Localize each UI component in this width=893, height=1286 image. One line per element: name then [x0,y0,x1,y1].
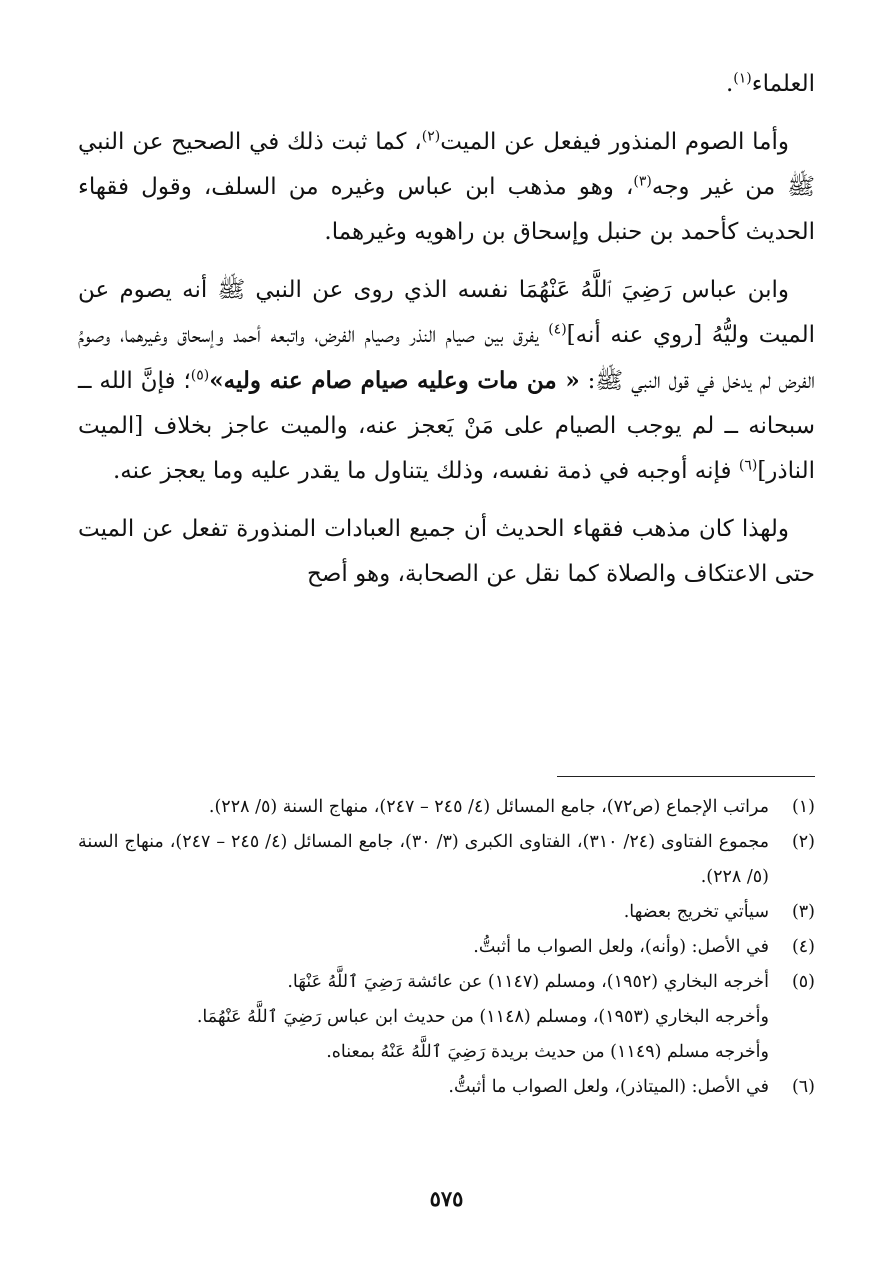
footnote-number: (١) [791,797,815,817]
footnote-5 [78,965,815,1000]
text-run: ، وهو مذهب ابن عباس وغيره من السلف، وقول فقهاء الحديث كأحمد بن حنبل وإسحاق بن راهويه وغيرهما. [78,174,815,245]
text-run: ، كما ثبت ذلك في الصحيح عن النبي ﷺ من غير وجه [78,129,815,200]
text-run: وابن عباس رَضِيَ ٱللَّهُ عَنْهُمَا نفسه الذي روى عن النبي ﷺ أنه يصوم عن الميت وليُّهُ [روي عنه أنه] [78,277,816,348]
text-run: ولهذا كان مذهب فقهاء الحديث أن جميع العبادات المنذورة تفعل عن الميت حتى الاعتكاف والصلاة كما نقل عن الصحابة، وهو أصح [78,516,815,587]
footnote-4 [78,930,815,965]
footnote-text: وأخرجه مسلم (١١٤٩) من حديث بريدة رَضِيَ ٱللَّهُ عَنْهُ بمعناه. [326,1042,769,1062]
footnotes [78,790,815,1105]
main-text [78,62,815,597]
footnote-divider [557,776,815,777]
text-run: ؛ فإنَّ الله ــ سبحانه ــ لم يوجب الصيام على مَنْ يَعجز عنه، والميت عاجز بخلاف [الميت الناذر] [78,368,815,484]
text-run: يفرق بين صيام النذر وصيام الفرض، واتبعه أحمد وإسحاق وغيرهما، وصومُ الفرض لم يدخل في قول النبي ﷺ: [78,322,815,394]
footnote-ref: (٣) [633,173,652,190]
paragraph-2 [78,120,815,255]
paragraph-4 [78,507,815,597]
footnote-text: سيأتي تخريج بعضها. [623,902,769,922]
footnote-5-continuation [78,1035,815,1070]
footnote-text: أخرجه البخاري (١٩٥٢)، ومسلم (١١٤٧) عن عائشة رَضِيَ ٱللَّهُ عَنْهَا. [287,972,769,992]
footnote-2 [78,825,815,895]
text-run: العلماء [751,71,815,97]
footnote-text: في الأصل: (وأنه)، ولعل الصواب ما أثبتُّ. [473,937,769,957]
footnote-6 [78,1070,815,1105]
footnote-text: مجموع الفتاوى (٢٤/ ٣١٠)، الفتاوى الكبرى (٣/ ٣٠)، جامع المسائل (٤/ ٢٤٥ – ٢٤٧)، منهاج السنة (٥/ ٢٢٨). [78,832,769,887]
footnote-number: (٤) [791,937,815,957]
footnote-text: في الأصل: (الميتاذر)، ولعل الصواب ما أثبتُّ. [448,1077,769,1097]
footnote-ref: (٤) [548,321,567,338]
footnote-number: (٦) [791,1077,815,1097]
footnote-number: (٥) [791,972,815,992]
text-run: فإنه أوجبه في ذمة نفسه، وذلك يتناول ما يقدر عليه وما يعجز عنه. [112,458,739,484]
footnote-text: وأخرجه البخاري (١٩٥٣)، ومسلم (١١٤٨) من حديث ابن عباس رَضِيَ ٱللَّهُ عَنْهُمَا. [196,1007,769,1027]
paragraph-3 [78,268,815,494]
paragraph-1 [78,62,815,107]
footnote-ref: (٦) [738,457,758,474]
footnote-ref: (٥) [190,367,210,384]
footnote-number: (٢) [791,832,815,852]
footnote-ref: (٢) [421,128,441,145]
text-run: . [725,71,734,97]
footnote-text: مراتب الإجماع (ص٧٢)، جامع المسائل (٤/ ٢٤٥ – ٢٤٧)، منهاج السنة (٥/ ٢٢٨). [208,797,769,817]
footnote-ref: (١) [733,70,752,87]
hadith-quote: « من مات وعليه صيام صام عنه وليه» [209,367,580,394]
footnote-3 [78,895,815,930]
page-number: ٥٧٥ [429,1186,464,1211]
footnote-1 [78,790,815,825]
footnote-5-continuation [78,1000,815,1035]
document-page [78,62,815,1242]
footnote-number: (٣) [791,902,815,922]
text-run: وأما الصوم المنذور فيفعل عن الميت [440,129,789,155]
